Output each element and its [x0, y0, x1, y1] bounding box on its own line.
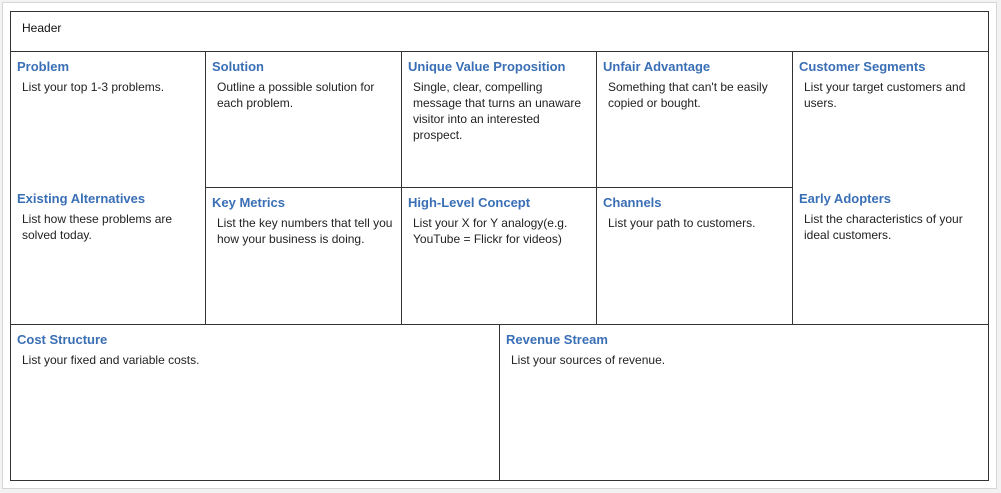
existing-alternatives-text: List how these problems are solved today.: [22, 212, 173, 242]
header-label: Header: [22, 21, 62, 35]
unfair-advantage-title: Unfair Advantage: [603, 59, 711, 74]
problem-text: List your top 1-3 problems.: [22, 80, 165, 94]
revenue-stream-block: [499, 324, 989, 481]
uvp-block: [401, 51, 597, 188]
cost-structure-title: Cost Structure: [17, 332, 108, 347]
unfair-advantage-block: [596, 51, 793, 188]
revenue-stream-title: Revenue Stream: [506, 332, 608, 347]
early-adopters-title: Early Adopters: [799, 191, 891, 206]
solution-block: [205, 51, 402, 188]
cost-structure-block: [10, 324, 500, 481]
key-metrics-block: [205, 187, 402, 325]
header-block: [10, 11, 989, 52]
high-level-concept-block: [401, 187, 597, 325]
high-level-concept-text: List your X for Y analogy(e.g. YouTube = Flickr for videos): [413, 216, 568, 246]
customer-segments-section: [793, 52, 988, 184]
customer-segments-block: [792, 51, 989, 325]
uvp-title: Unique Value Proposition: [408, 59, 566, 74]
key-metrics-text: List the key numbers that tell you how your business is doing.: [217, 216, 393, 246]
customer-segments-text: List your target customers and users.: [804, 80, 966, 110]
problem-title: Problem: [17, 59, 70, 74]
problem-block: [10, 51, 206, 325]
uvp-text: Single, clear, compelling message that turns an unaware visitor into an interested prospect.: [413, 80, 582, 142]
existing-alternatives-section: [11, 184, 205, 324]
high-level-concept-title: High-Level Concept: [408, 195, 531, 210]
revenue-stream-text: List your sources of revenue.: [511, 353, 666, 367]
early-adopters-text: List the characteristics of your ideal customers.: [804, 212, 963, 242]
solution-text: Outline a possible solution for each problem.: [217, 80, 375, 110]
channels-block: [596, 187, 793, 325]
existing-alternatives-title: Existing Alternatives: [17, 191, 146, 206]
cost-structure-text: List your fixed and variable costs.: [22, 353, 200, 367]
early-adopters-section: [793, 184, 988, 324]
customer-segments-title: Customer Segments: [799, 59, 926, 74]
solution-title: Solution: [212, 59, 264, 74]
unfair-advantage-text: Something that can't be easily copied or bought.: [608, 80, 768, 110]
channels-title: Channels: [603, 195, 662, 210]
key-metrics-title: Key Metrics: [212, 195, 285, 210]
problem-section: [11, 52, 205, 184]
channels-text: List your path to customers.: [608, 216, 756, 230]
